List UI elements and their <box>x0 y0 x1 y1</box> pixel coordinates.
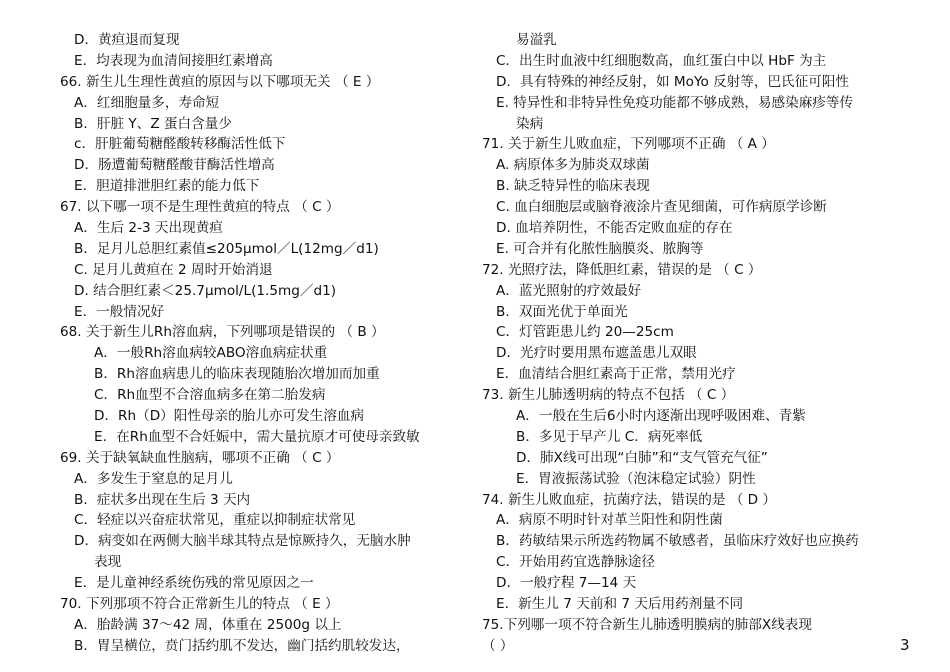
question-stem: 70. 下列那项不符合正常新生儿的特点 （ E ） <box>60 596 339 613</box>
answer-option: 易溢乳 <box>516 32 557 48</box>
answer-option: D．光疗时要用黑布遮盖患儿双眼 <box>496 345 697 362</box>
answer-option: C．灯管距患儿约 20—25cm <box>496 324 674 341</box>
answer-option: E．血清结合胆红素高于正常，禁用光疗 <box>496 366 736 383</box>
question-stem: 67. 以下哪一项不是生理性黄疸的特点 （ C ） <box>60 199 340 216</box>
answer-option: C．Rh血型不合溶血病多在第二胎发病 <box>94 387 326 404</box>
answer-option: D．具有特殊的神经反射，如 MoYo 反射等，巴氏征可阳性 <box>496 73 850 90</box>
answer-option: C. 足月儿黄疸在 2 周时开始消退 <box>74 261 273 278</box>
answer-option: B．胃呈横位，贲门括约肌不发达，幽门括约肌较发达， <box>74 637 410 654</box>
question-stem: 74. 新生儿败血症，抗菌疗法，错误的是 （ D ） <box>482 491 777 508</box>
answer-option: A. 病原体多为肺炎双球菌 <box>496 157 650 174</box>
answer-option: E．胆道排泄胆红素的能力低下 <box>74 178 260 195</box>
question-stem: 72. 光照疗法，降低胆红素，错误的是 （ C ） <box>482 261 762 278</box>
answer-option: D．黄疸退而复现 <box>74 32 180 48</box>
answer-option: D．肺X线可出现“白肺”和“支气管充气征” <box>516 449 768 466</box>
answer-option: E．在Rh血型不合妊娠中，需大量抗原才可使母亲致敏 <box>94 428 420 445</box>
answer-option: D. 结合胆红素＜25.7μmol/L(1.5mg／d1) <box>74 282 337 299</box>
question-stem: 73. 新生儿肺透明病的特点不包括 （ C ） <box>482 387 735 404</box>
answer-option: A．生后 2-3 天出现黄疸 <box>74 220 223 237</box>
answer-option: C. 血白细胞层或脑脊液涂片查见细菌，可作病原学诊断 <box>496 199 827 216</box>
left-column <box>60 30 472 657</box>
answer-option: C．轻症以兴奋症状常见，重症以抑制症状常见 <box>74 512 356 529</box>
answer-option: E．是儿童神经系统伤残的常见原因之一 <box>74 575 314 592</box>
answer-option: 染病 <box>516 115 544 132</box>
answer-option: B．症状多出现在生后 3 天内 <box>74 491 251 508</box>
answer-option: A．一般在生后6小时内逐渐出现呼吸困难、青紫 <box>516 408 806 425</box>
answer-option: D．Rh（D）阳性母亲的胎儿亦可发生溶血病 <box>94 408 365 425</box>
answer-option: c．肝脏葡萄糖醛酸转移酶活性低下 <box>74 136 286 153</box>
page-number: 3 <box>900 636 910 654</box>
answer-option: A．一般Rh溶血病较ABO溶血病症状重 <box>94 345 328 362</box>
question-stem: 69. 关于缺氧缺血性脑病，哪项不正确 （ C ） <box>60 449 340 466</box>
question-stem: 71. 关于新生儿败血症，下列哪项不正确 （ A ） <box>482 136 775 153</box>
question-stem: 75.下列哪一项不符合新生儿肺透明膜病的肺部X线表现 <box>482 616 812 633</box>
right-column <box>482 30 922 657</box>
answer-option: E. 特异性和非特异性免疫功能都不够成熟，易感染麻疹等传 <box>496 94 854 111</box>
answer-option: B. 缺乏特异性的临床表现 <box>496 178 650 195</box>
answer-option: A．红细胞量多，寿命短 <box>74 94 220 111</box>
answer-option: B．双面光优于单面光 <box>496 303 628 320</box>
answer-option: E．一般情况好 <box>74 303 165 320</box>
answer-option: D. 血培养阴性，不能否定败血症的存在 <box>496 220 733 237</box>
answer-option: C．开始用药宜选静脉途径 <box>496 554 656 571</box>
answer-option: A．胎龄满 37～42 周，体重在 2500g 以上 <box>74 616 342 633</box>
answer-option: A．多发生于窒息的足月儿 <box>74 470 233 487</box>
answer-option: B．足月儿总胆红素值≤205μmol／L(12mg／d1) <box>74 240 379 257</box>
answer-option: 表现 <box>94 554 122 571</box>
answer-option: E．胃液振荡试验（泡沫稳定试验）阴性 <box>516 470 756 487</box>
answer-option: D．肠遭葡萄糖醛酸苷酶活性增高 <box>74 157 275 174</box>
question-stem: 66. 新生儿生理性黄疸的原因与以下哪项无关 （ E ） <box>60 73 380 90</box>
answer-option: B．药敏结果示所选药物属不敏感者，虽临床疗效好也应换药 <box>496 533 859 550</box>
question-stem: 68. 关于新生儿Rh溶血病，下列哪项是错误的 （ B ） <box>60 324 385 341</box>
question-stem: （ ） <box>482 637 514 654</box>
answer-option: A．病原不明时针对革兰阳性和阴性菌 <box>496 512 723 529</box>
answer-option: C．出生时血液中红细胞数高，血红蛋白中以 HbF 为主 <box>496 52 827 69</box>
answer-option: B．肝脏 Y、Z 蛋白含量少 <box>74 115 232 132</box>
answer-option: E．新生儿 7 天前和 7 天后用药剂量不同 <box>496 596 744 613</box>
answer-option: D．一般疗程 7—14 天 <box>496 575 637 592</box>
answer-option: D．病变如在两侧大脑半球其特点是惊厥持久，无脑水肿 <box>74 533 411 550</box>
answer-option: E. 可合并有化脓性脑膜炎、脓胸等 <box>496 240 704 257</box>
answer-option: B．多见于早产儿 C．病死率低 <box>516 428 703 445</box>
answer-option: A．蓝光照射的疗效最好 <box>496 282 642 299</box>
answer-option: B．Rh溶血病患儿的临床表现随胎次增加而加重 <box>94 366 380 383</box>
answer-option: E．均表现为血清间接胆红素增高 <box>74 52 273 69</box>
